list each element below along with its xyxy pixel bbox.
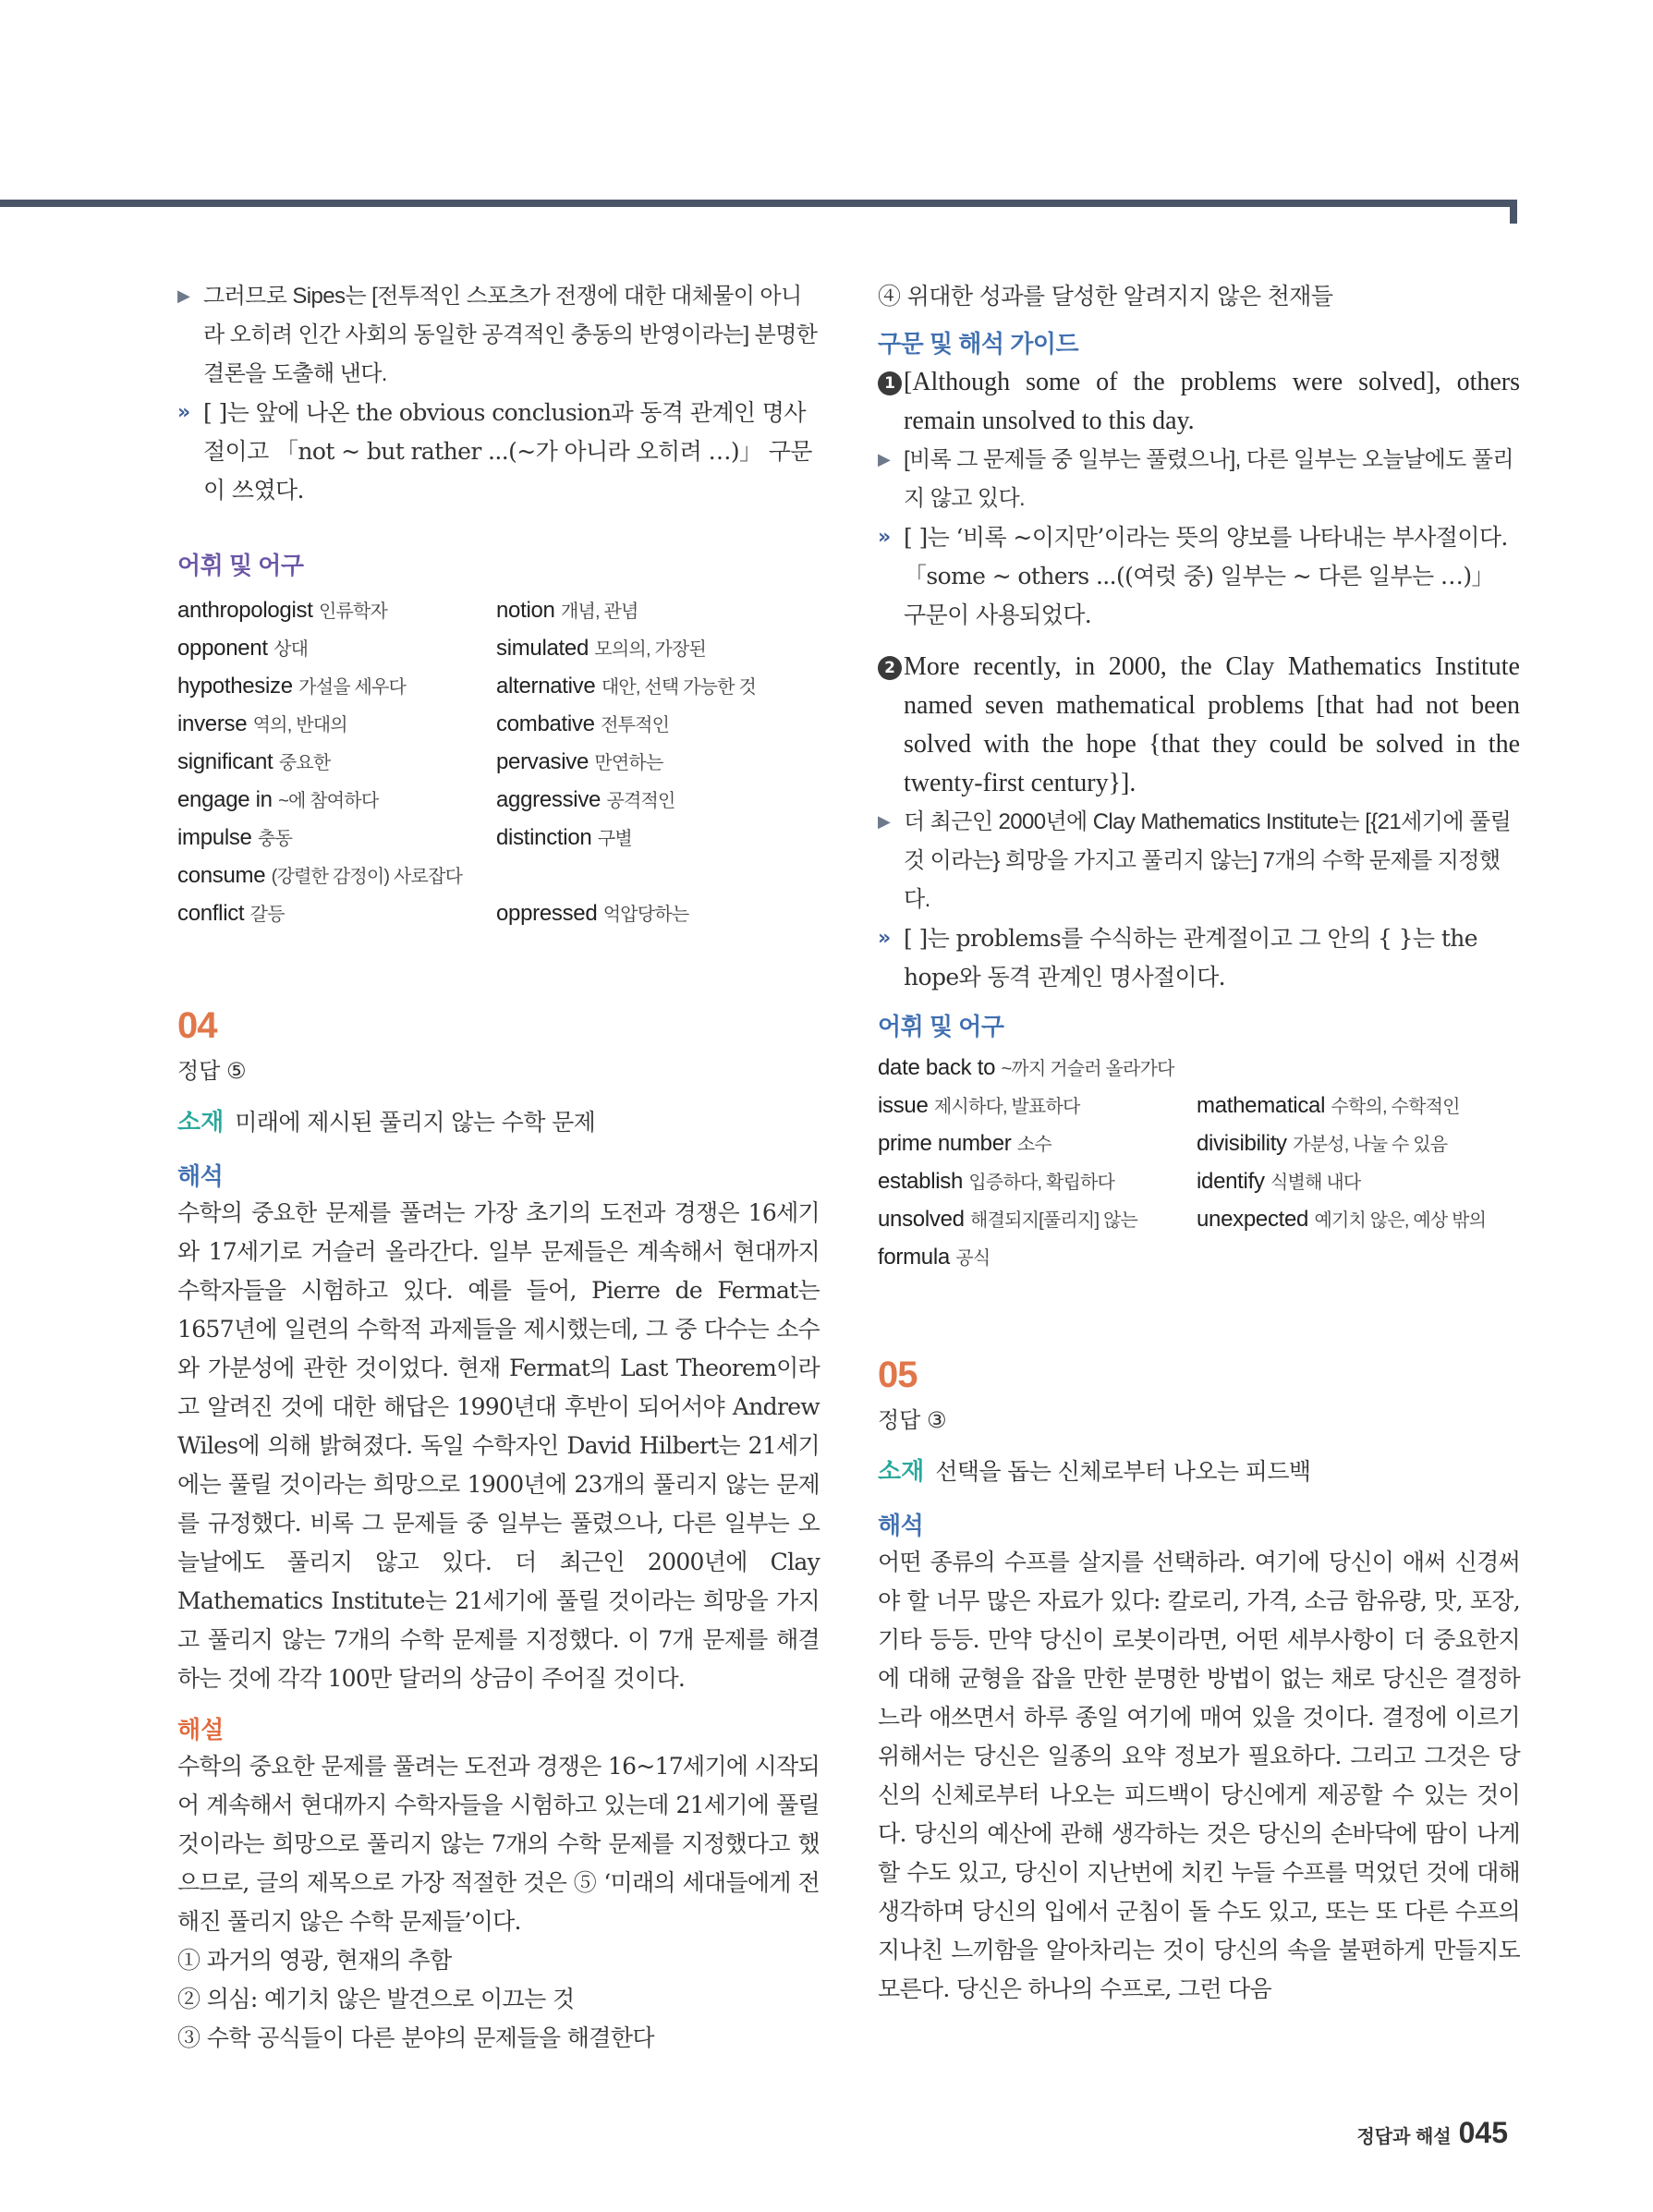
vocab-term: consume (177, 863, 266, 888)
vocab-term: divisibility (1197, 1131, 1287, 1156)
translation-line (177, 277, 820, 394)
vocab-meaning: 개념, 관념 (560, 602, 638, 622)
translation-heading: 해석 (177, 1162, 224, 1190)
vocab-term: formula (878, 1245, 950, 1270)
topic-text: 미래에 제시된 풀리지 않는 수학 문제 (235, 1109, 596, 1136)
vocab-term: conflict (177, 901, 245, 926)
vocab-term: identify (1197, 1169, 1265, 1194)
vocab-item (496, 895, 815, 933)
translation-body: 수학의 중요한 문제를 풀려는 가장 초기의 도전과 경쟁은 16세기와 17세기로 거슬러 올라간다. 일부 문제들은 계속해서 현대까지 수학자들을 시험하고 있다. 예를 들어, Pierre de Fermat는 1657년에 일련의 수학적 과제들을 제시했는데, 그 중 다수는 소수와 가분성에 관한 것이었다. 현재 Fermat의 Last Theorem이라고 알려진 것에 대한 해답은 1990년대 후반이 되어서야 Andrew Wiles에 의해 밝혀졌다. 독일 수학자인 David Hilbert는 21세기에는 풀릴 것이라는 희망으로 1900년에 23개의 풀리지 않는 문제를 규정했다. 비록 그 문제들 중 일부는 풀렸으나, 다른 일부는 오늘날에도 풀리지 않고 있다. 더 최근인 2000년에 Clay Mathematics Institute는 21세기에 풀릴 것이라는 희망을 가지고 풀리지 않는 7개의 수학 문제를 지정했다. 이 7개 문제를 해결하는 것에 각각 100만 달러의 상금이 주어질 것이다. (177, 1199, 820, 1692)
left-column (177, 277, 820, 2058)
vocab-meaning: 모의의, 가장된 (594, 639, 707, 660)
vocab-item (878, 1239, 1197, 1277)
vocab-item (496, 630, 815, 668)
vocab-meaning: 공격적인 (606, 791, 675, 811)
page-number: 045 (1458, 2116, 1508, 2149)
sentence-1-translation-text: [비록 그 문제들 중 일부는 풀렸으나], 다른 일부는 오늘날에도 풀리지 않고 있다. (904, 447, 1513, 511)
vocab-heading: 어휘 및 어구 (878, 1013, 1004, 1040)
triangle-bullet-icon: ▶ (177, 286, 190, 306)
topic-label: 소재 (878, 1457, 925, 1485)
vocab-meaning: 해결되지[풀리지] 않는 (970, 1210, 1137, 1231)
vocab-item (177, 668, 496, 706)
sentence-2-translation (878, 803, 1520, 919)
vocab-term: engage in (177, 787, 273, 812)
vocab-item (496, 592, 815, 630)
sentence-1-note-text: [ ]는 ‘비록 ~이지만’이라는 뜻의 양보를 나타내는 부사절이다. 「some ~ others ...((여럿 중) 일부는 ~ 다른 일부는 …)」 구문이 사용되었다. (904, 524, 1508, 628)
vocab-term: combative (496, 711, 595, 736)
vocab-meaning: 전투적인 (601, 715, 670, 735)
vocab-term: inverse (177, 711, 248, 736)
vocab-item (177, 744, 496, 782)
vocab-term: date back to (878, 1055, 996, 1080)
footer-label: 정답과 해설 (1356, 2127, 1452, 2147)
vocab-meaning: 갈등 (249, 905, 285, 925)
topic-label: 소재 (177, 1108, 225, 1136)
option-4: ④ 위대한 성과를 달성한 알려지지 않은 천재들 (878, 283, 1333, 310)
vocab-meaning: 소수 (1016, 1135, 1051, 1155)
answer-line: 정답 ③ (878, 1408, 947, 1433)
vocab-list (177, 592, 820, 933)
triangle-bullet-icon: ▶ (878, 450, 891, 469)
option-2: ② 의심: 예기치 않은 발견으로 이끄는 것 (177, 1986, 575, 2012)
vocab-item (177, 895, 496, 933)
vocab-meaning: 공식 (955, 1248, 991, 1269)
question-number: 04 (177, 1005, 217, 1046)
vocab-item (496, 782, 815, 820)
grammar-note-text: [ ]는 앞에 나온 the obvious conclusion과 동격 관계인 명사절이고 「not ~ but rather ...(~가 아니라 오히려 …)」 구문이 쓰였다. (203, 399, 812, 504)
topic-text: 선택을 돕는 신체로부터 나오는 피드백 (935, 1458, 1311, 1485)
vocab-term: significant (177, 749, 273, 774)
translation-text: 그러므로 Sipes는 [전투적인 스포츠가 전쟁에 대한 대체물이 아니라 오히려 인간 사회의 동일한 공격적인 충동의 반영이라는] 분명한 결론을 도출해 낸다. (203, 284, 818, 386)
vocab-item (177, 782, 496, 820)
vocab-item (496, 744, 815, 782)
vocab-item (878, 1125, 1197, 1163)
translation-heading: 해석 (878, 1512, 924, 1539)
vocab-term: unsolved (878, 1207, 965, 1232)
sentence-1-text: [Although some of the problems were solved], others remain unsolved to this day. (904, 368, 1520, 435)
vocab-meaning: 상대 (273, 639, 309, 660)
explanation-heading: 해설 (177, 1716, 225, 1744)
vocab-meaning: 식별해 내다 (1270, 1173, 1361, 1193)
vocab-meaning: 예기치 않은, 예상 밖의 (1314, 1210, 1487, 1231)
sentence-1-note (878, 518, 1520, 635)
vocab-item (878, 1088, 1197, 1125)
vocab-item (177, 592, 496, 630)
double-chevron-icon: » (177, 401, 188, 424)
vocab-term: hypothesize (177, 674, 293, 699)
vocab-meaning: ~까지 거슬러 올라가다 (1001, 1059, 1174, 1079)
explanation-body: 수학의 중요한 문제를 풀려는 도전과 경쟁은 16~17세기에 시작되어 계속해서 현대까지 수학자들을 시험하고 있는데 21세기에 풀릴 것이라는 희망으로 풀리지 않는 7개의 수학 문제를 지정했다고 했으므로, 글의 제목으로 가장 적절한 것은 ⑤ ‘미래의 세대들에게 전해진 풀리지 않은 수학 문제들’이다. (177, 1753, 820, 1935)
answer-line: 정답 ⑤ (177, 1059, 247, 1084)
vocab-term: simulated (496, 636, 589, 661)
question-number: 05 (878, 1355, 918, 1395)
vocab-term: aggressive (496, 787, 602, 812)
vocab-meaning: (강렬한 감정이) 사로잡다 (271, 867, 463, 887)
vocab-term: issue (878, 1093, 929, 1118)
page-footer (1356, 2116, 1508, 2150)
vocab-item (1197, 1088, 1515, 1125)
vocab-meaning: 입증하다, 확립하다 (968, 1173, 1115, 1193)
vocab-meaning: ~에 참여하다 (278, 791, 379, 811)
vocab-heading: 어휘 및 어구 (177, 552, 304, 579)
vocab-item (177, 820, 496, 857)
vocab-item (496, 668, 815, 706)
grammar-note (177, 394, 820, 510)
vocab-meaning: 제시하다, 발표하다 (933, 1097, 1080, 1117)
vocab-item (177, 706, 496, 744)
triangle-bullet-icon: ▶ (878, 812, 891, 832)
vocab-term: prime number (878, 1131, 1012, 1156)
number-2-icon: 2 (878, 648, 904, 680)
vocab-term: distinction (496, 825, 592, 850)
vocab-meaning: 중요한 (278, 753, 331, 773)
vocab-term: alternative (496, 674, 596, 699)
sentence-2 (878, 648, 1520, 803)
header-rule (0, 200, 1517, 207)
double-chevron-icon: » (878, 526, 888, 549)
header-rule-end (1510, 200, 1517, 224)
sentence-2-note (878, 919, 1520, 997)
number-1-icon: 1 (878, 363, 904, 395)
sentence-2-translation-text: 더 최근인 2000년에 Clay Mathematics Institute는 [{21세기에 풀릴 것 이라는} 희망을 가지고 풀리지 않는] 7개의 수학 문제를 지정했다. (904, 809, 1512, 912)
sentence-1 (878, 363, 1520, 441)
double-chevron-icon: » (878, 927, 888, 950)
vocab-meaning: 인류학자 (318, 602, 388, 622)
guide-heading: 구문 및 해석 가이드 (878, 330, 1079, 358)
vocab-meaning: 만연하는 (594, 753, 663, 773)
vocab-item (1197, 1163, 1515, 1201)
vocab-term: pervasive (496, 749, 589, 774)
vocab-item (177, 857, 815, 895)
vocab-meaning: 대안, 선택 가능한 것 (601, 677, 756, 698)
vocab-item (496, 706, 815, 744)
vocab-meaning: 구별 (597, 829, 632, 849)
vocab-term: notion (496, 598, 555, 623)
topic-line (878, 1452, 1520, 1487)
option-1: ① 과거의 영광, 현재의 추함 (177, 1947, 452, 1974)
vocab-item (177, 630, 496, 668)
vocab-meaning: 역의, 반대의 (252, 715, 347, 735)
sentence-1-translation (878, 441, 1520, 518)
vocab-term: opponent (177, 636, 268, 661)
vocab-meaning: 가설을 세우다 (298, 677, 407, 698)
vocab-term: anthropologist (177, 598, 313, 623)
translation-body: 어떤 종류의 수프를 살지를 선택하라. 여기에 당신이 애써 신경써야 할 너무 많은 자료가 있다: 칼로리, 가격, 소금 함유량, 맛, 포장, 기타 등등. 만약 당신이 로봇이라면, 어떤 세부사항이 더 중요한지에 대해 균형을 잡을 만한 분명한 방법이 없는 채로 당신은 결정하느라 애쓰면서 하루 종일 여기에 매여 있을 것이다. 결정에 이르기 위해서는 당신은 일종의 요약 정보가 필요하다. 그리고 그것은 당신의 신체로부터 나오는 피드백이 당신에게 제공할 수 있는 것이다. 당신의 예산에 관해 생각하는 것은 당신의 손바닥에 땀이 나게 할 수도 있고, 당신이 지난번에 치킨 누들 수프를 먹었던 것에 대해 생각하며 당신의 입에서 군침이 돌 수도 있고, 또는 또 다른 수프의 지나친 느끼함을 알아차리는 것이 당신의 속을 불편하게 만들지도 모른다. 당신은 하나의 수프로, 그런 다음 (878, 1549, 1520, 2002)
vocab-item (878, 1050, 1515, 1088)
sentence-2-note-text: [ ]는 problems를 수식하는 관계절이고 그 안의 { }는 the hope와 동격 관계인 명사절이다. (904, 925, 1477, 991)
sentence-2-text: More recently, in 2000, the Clay Mathematics Institute named seven mathematical problems [that had not been solved with the hope {that they could be solved in the twenty-first century}]. (904, 652, 1520, 797)
vocab-item (878, 1201, 1197, 1239)
vocab-term: oppressed (496, 901, 598, 926)
vocab-item (496, 820, 815, 857)
vocab-meaning: 수학의, 수학적인 (1331, 1097, 1460, 1117)
option-3: ③ 수학 공식들이 다른 분야의 문제들을 해결한다 (177, 2024, 654, 2051)
vocab-meaning: 억압당하는 (602, 905, 689, 925)
right-column (878, 277, 1520, 2009)
vocab-list (878, 1050, 1520, 1277)
vocab-term: impulse (177, 825, 252, 850)
topic-line (177, 1103, 820, 1137)
vocab-item (878, 1163, 1197, 1201)
vocab-term: establish (878, 1169, 964, 1194)
vocab-term: unexpected (1197, 1207, 1309, 1232)
vocab-item (1197, 1125, 1515, 1163)
vocab-meaning: 충동 (257, 829, 293, 849)
vocab-term: mathematical (1197, 1093, 1326, 1118)
vocab-item (1197, 1201, 1515, 1239)
vocab-meaning: 가분성, 나눌 수 있음 (1293, 1135, 1448, 1155)
